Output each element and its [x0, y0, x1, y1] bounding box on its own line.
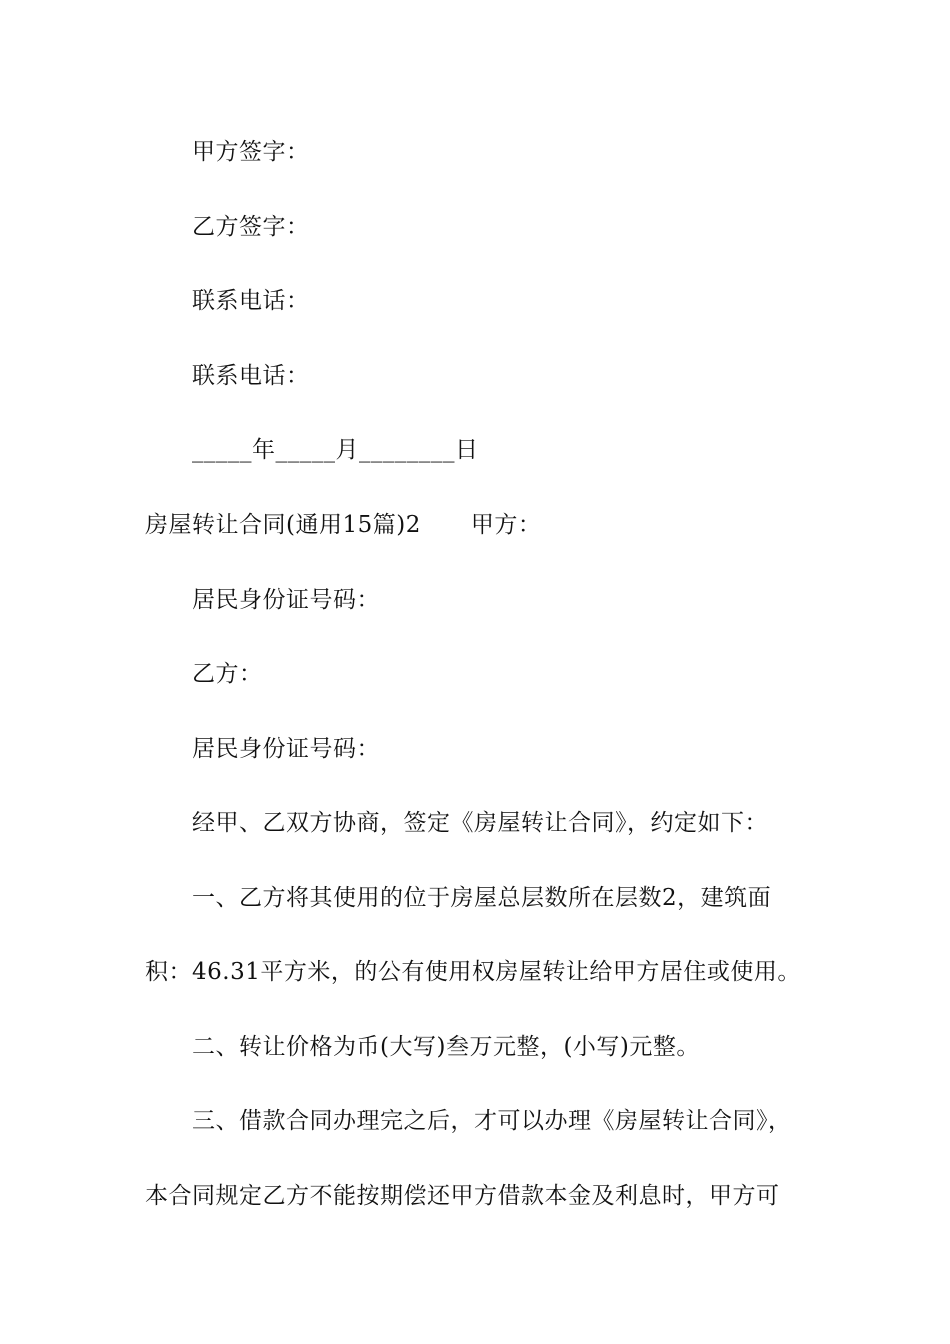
- contact-phone-label-1: 联系电话：: [192, 288, 310, 314]
- party-b-label: 乙方：: [192, 661, 263, 687]
- date-line: _____年_____月________日: [192, 437, 479, 463]
- party-b-signature-label: 乙方签字：: [192, 214, 310, 240]
- clause-3-line-2: 本合同规定乙方不能按期偿还甲方借款本金及利息时，甲方可: [145, 1183, 780, 1209]
- party-b-id-label: 居民身份证号码：: [192, 736, 380, 762]
- contract-title: 房屋转让合同(通用15篇)2: [145, 512, 421, 538]
- contact-phone-label-2: 联系电话：: [192, 363, 310, 389]
- contract-heading: [145, 510, 820, 540]
- clause-1-line-2: 积：46.31平方米，的公有使用权房屋转让给甲方居住或使用。: [145, 959, 801, 985]
- clause-3-line-1: 三、借款合同办理完之后，才可以办理《房屋转让合同》，: [192, 1108, 792, 1134]
- agreement-intro: 经甲、乙双方协商，签定《房屋转让合同》，约定如下：: [192, 810, 768, 836]
- party-a-label: 甲方：: [470, 512, 542, 538]
- party-a-signature-label: 甲方签字：: [192, 139, 310, 165]
- clause-2: 二、转让价格为币(大写)叁万元整，(小写)元整。: [192, 1034, 700, 1060]
- clause-1-line-1: 一、乙方将其使用的位于房屋总层数所在层数2，建筑面: [192, 885, 772, 911]
- party-a-id-label: 居民身份证号码：: [192, 587, 380, 613]
